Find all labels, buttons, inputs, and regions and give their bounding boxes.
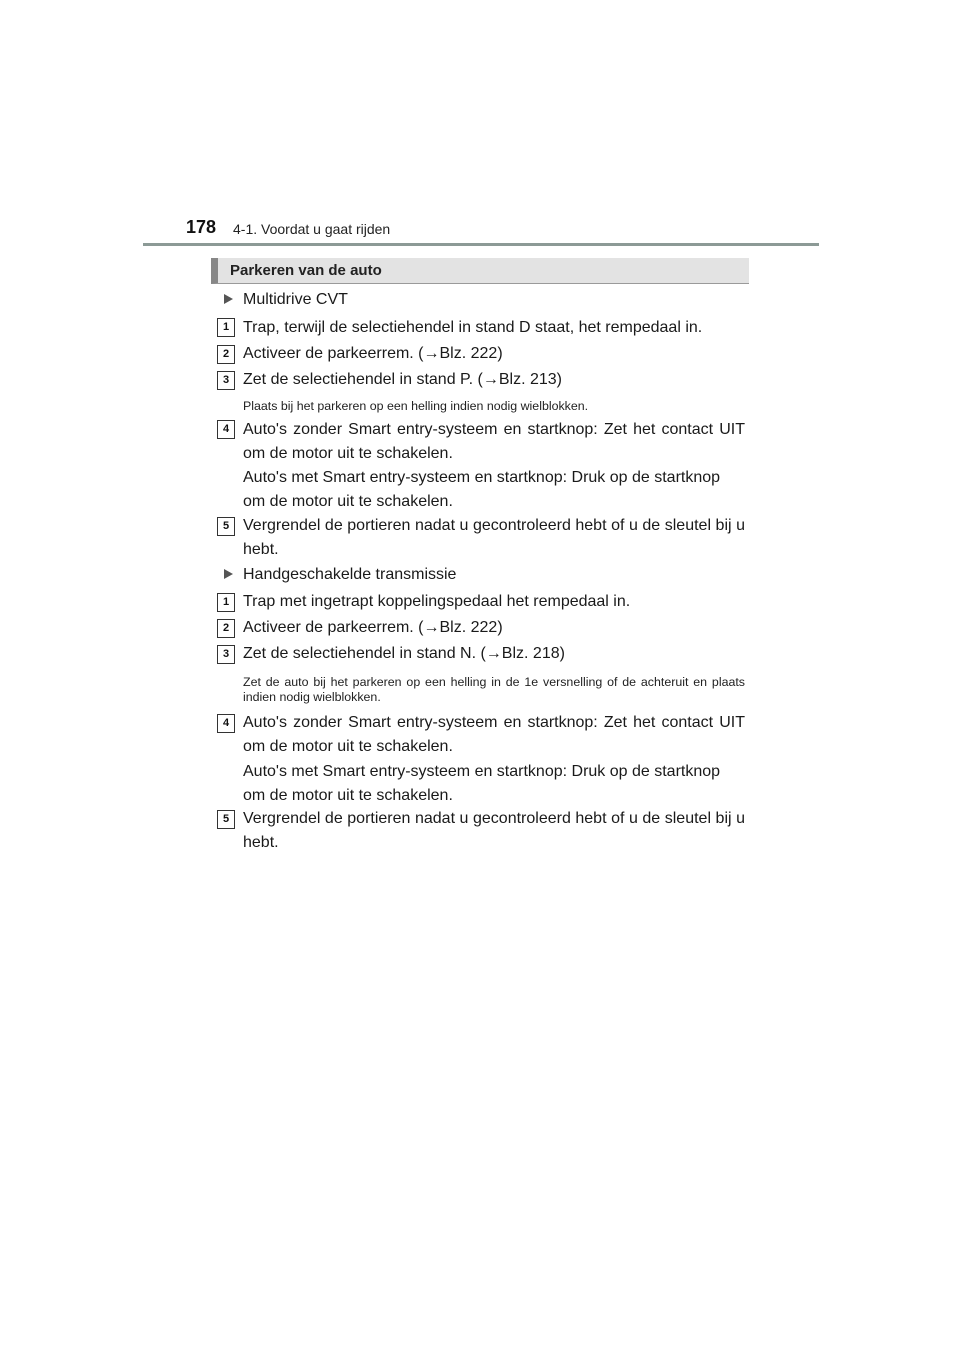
section-title: Parkeren van de auto xyxy=(230,262,382,279)
step-text: Trap, terwijl de selectiehendel in stand D staat, het rempedaal in. xyxy=(243,319,703,336)
step-number-badge: 4 xyxy=(217,420,235,439)
step-note: Plaats bij het parkeren op een helling indien nodig wielblokken. xyxy=(243,399,589,413)
chapter-title: 4-1. Voordat u gaat rijden xyxy=(233,221,391,237)
step-text: Auto's zonder Smart entry-systeem en startknop: Zet het contact UIT om de motor uit te schakelen. xyxy=(243,421,745,462)
step-number-badge: 5 xyxy=(217,517,235,536)
step-number-badge: 1 xyxy=(217,318,235,337)
subsection-heading-text: Handgeschakelde transmissie xyxy=(243,566,457,583)
step-number-badge: 4 xyxy=(217,714,235,733)
section-header xyxy=(211,258,749,284)
step-text-extra: Auto's met Smart entry-systeem en startknop: Druk op de startknop om de motor uit te schakelen. xyxy=(243,469,721,510)
step-text: Auto's zonder Smart entry-systeem en startknop: Zet het contact UIT om de motor uit te schakelen. xyxy=(243,714,745,755)
header-divider xyxy=(143,243,819,246)
step-text: Activeer de parkeerrem. (→Blz. 222) xyxy=(243,345,503,362)
step-number-badge: 2 xyxy=(217,619,235,638)
subsection-heading-manual xyxy=(224,566,456,584)
page-number: 178 xyxy=(186,217,217,237)
subsection-heading-cvt xyxy=(224,291,348,309)
step-text: Zet de selectiehendel in stand N. (→Blz. 218) xyxy=(243,645,565,662)
step-number-badge: 3 xyxy=(217,371,235,390)
triangle-bullet-icon xyxy=(224,569,233,579)
subsection-heading-text: Multidrive CVT xyxy=(243,291,348,308)
step-text: Vergrendel de portieren nadat u gecontroleerd hebt of u de sleutel bij u hebt. xyxy=(243,517,745,558)
step-text: Trap met ingetrapt koppelingspedaal het rempedaal in. xyxy=(243,593,631,610)
step-number-badge: 2 xyxy=(217,345,235,364)
step-text: Activeer de parkeerrem. (→Blz. 222) xyxy=(243,619,503,636)
step-note: Zet de auto bij het parkeren op een helling in de 1e versnelling of de achteruit en plaats indien nodig wielblokken. xyxy=(243,675,745,704)
step-text-extra: Auto's met Smart entry-systeem en startknop: Druk op de startknop om de motor uit te schakelen. xyxy=(243,763,721,804)
step-text: Zet de selectiehendel in stand P. (→Blz. 213) xyxy=(243,371,562,388)
step-number-badge: 3 xyxy=(217,645,235,664)
triangle-bullet-icon xyxy=(224,294,233,304)
page-header xyxy=(0,0,960,246)
step-text: Vergrendel de portieren nadat u gecontroleerd hebt of u de sleutel bij u hebt. xyxy=(243,810,745,851)
step-number-badge: 1 xyxy=(217,593,235,612)
step-number-badge: 5 xyxy=(217,810,235,829)
